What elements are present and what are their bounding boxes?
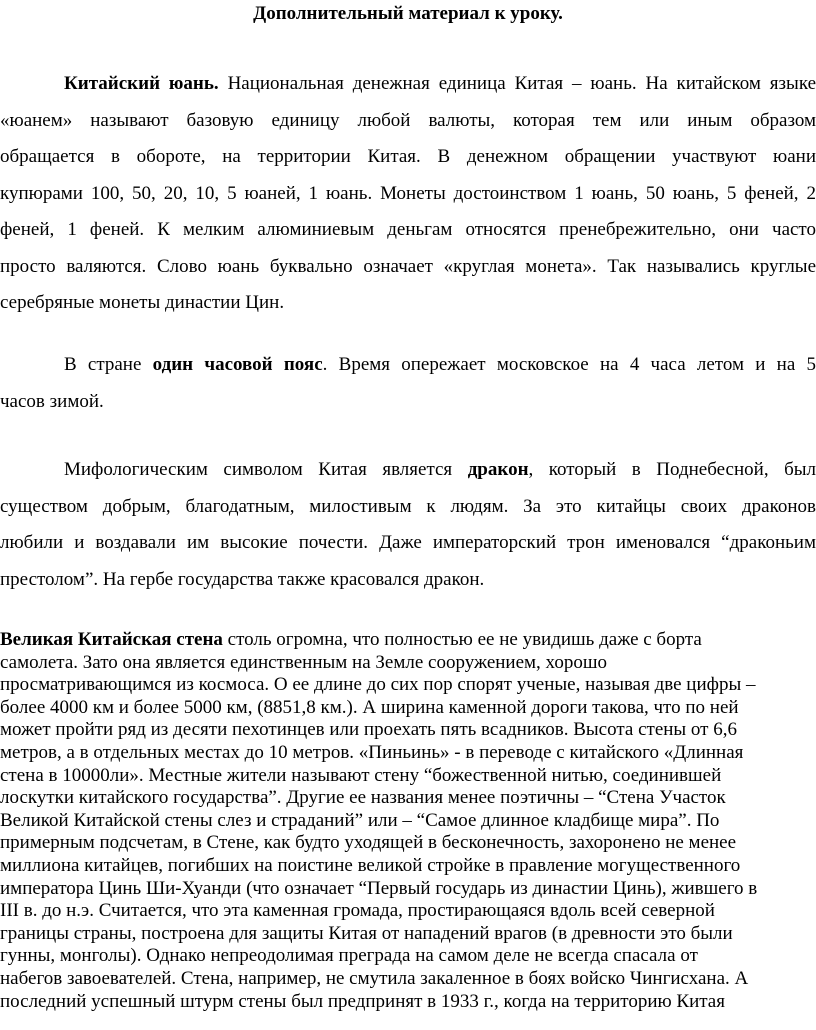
paragraph-line: III в. до н.э. Считается, что эта каменная громада, простирающаяся вдоль всей северной	[0, 900, 715, 922]
paragraph-line: просматривающимся из космоса. О ее длине до сих пор спорят ученые, называя две цифры –	[0, 674, 756, 696]
paragraph-line: Мифологическим символом Китая является дракон, который в Поднебесной, был	[64, 459, 816, 480]
bold-term: Великая Китайская стена	[0, 629, 223, 650]
bold-term: Китайский юань.	[64, 73, 219, 94]
paragraph-line: престолом”. На гербе государства также красовался дракон.	[0, 568, 485, 590]
paragraph-line: Китайский юань. Национальная денежная единица Китая – юань. На китайском языке	[64, 73, 816, 94]
paragraph-line: миллиона китайцев, погибших на поистине великой стройке в правление могущественного	[0, 854, 741, 876]
paragraph-line: Великая Китайская стена столь огромна, что полностью ее не увидишь даже с борта	[0, 629, 702, 650]
paragraph-line: метров, а в отдельных местах до 10 метров. «Пиньинь» - в переводе с китайского «Длинная	[0, 741, 744, 763]
paragraph-yuan	[0, 66, 816, 322]
paragraph-line: примерным подсчетам, в Стене, как будто уходящей в бесконечность, захоронено не менее	[0, 832, 737, 854]
paragraph-line: любили и воздавали им высокие почести. Даже императорский трон именовался “драконьим	[0, 532, 816, 553]
paragraph-great-wall	[0, 629, 816, 1013]
paragraph-timezone	[0, 347, 816, 420]
paragraph-line: набегов завоевателей. Стена, например, не смутила закаленное в боях войско Чингисхана. А	[0, 967, 749, 989]
paragraph-line: «юанем» называют базовую единицу любой валюты, которая тем или иным образом	[0, 109, 816, 131]
paragraph-line: императора Цинь Ши-Хуанди (что означает “Первый государь из династии Цинь), жившего в	[0, 877, 758, 899]
paragraph-line: лоскутки китайского государства”. Другие ее названия менее поэтичны – “Стена Участок	[0, 787, 726, 809]
paragraph-line: самолета. Зато она является единственным на Земле сооружением, хорошо	[0, 651, 607, 673]
paragraph-line: феней, 1 феней. К мелким алюминиевым деньгам относятся пренебрежительно, они часто	[0, 219, 816, 240]
paragraph-line: В стране один часовой пояс. Время опережает московское на 4 часа летом и на 5	[64, 354, 816, 375]
paragraph-line: может пройти ряд из десяти пехотинцев или проехать пять всадников. Высота стены от 6,6	[0, 719, 737, 741]
paragraph-line: часов зимой.	[0, 390, 104, 412]
paragraph-line: стена в 10000ли». Местные жители называют стену “божественной нитью, соединившей	[0, 764, 722, 786]
bold-term: один часовой пояс	[152, 354, 323, 375]
paragraph-line: существом добрым, благодатным, милостивым к людям. За это китайцы своих драконов	[0, 495, 816, 517]
paragraph-line: границы страны, построена для защиты Китая от нападений врагов (в древности это были	[0, 922, 733, 944]
paragraph-line: более 4000 км и более 5000 км, (8851,8 км.). А ширина каменной дороги такова, что по ней	[0, 696, 739, 718]
paragraph-line: гунны, монголы). Однако непреодолимая преграда на самом деле не всегда спасала от	[0, 945, 698, 967]
paragraph-line: Великой Китайской стены слез и страданий” или – “Самое длинное кладбище мира”. По	[0, 809, 720, 831]
document-title: Дополнительный материал к уроку.	[253, 3, 563, 24]
paragraph-line: последний успешный штурм стены был предпринят в 1933 г., когда на территорию Китая	[0, 990, 725, 1012]
paragraph-line: обращается в обороте, на территории Китая. В денежном обращении участвуют юани	[0, 146, 816, 167]
paragraph-line: серебряные монеты династии Цин.	[0, 292, 285, 313]
bold-term: дракон	[467, 459, 529, 480]
paragraph-line: купюрами 100, 50, 20, 10, 5 юаней, 1 юань. Монеты достоинством 1 юань, 50 юань, 5 феней, 2	[0, 182, 816, 204]
paragraph-dragon	[0, 452, 816, 598]
paragraph-line: просто валяются. Слово юань буквально означает «круглая монета». Так назывались круглые	[0, 255, 816, 277]
